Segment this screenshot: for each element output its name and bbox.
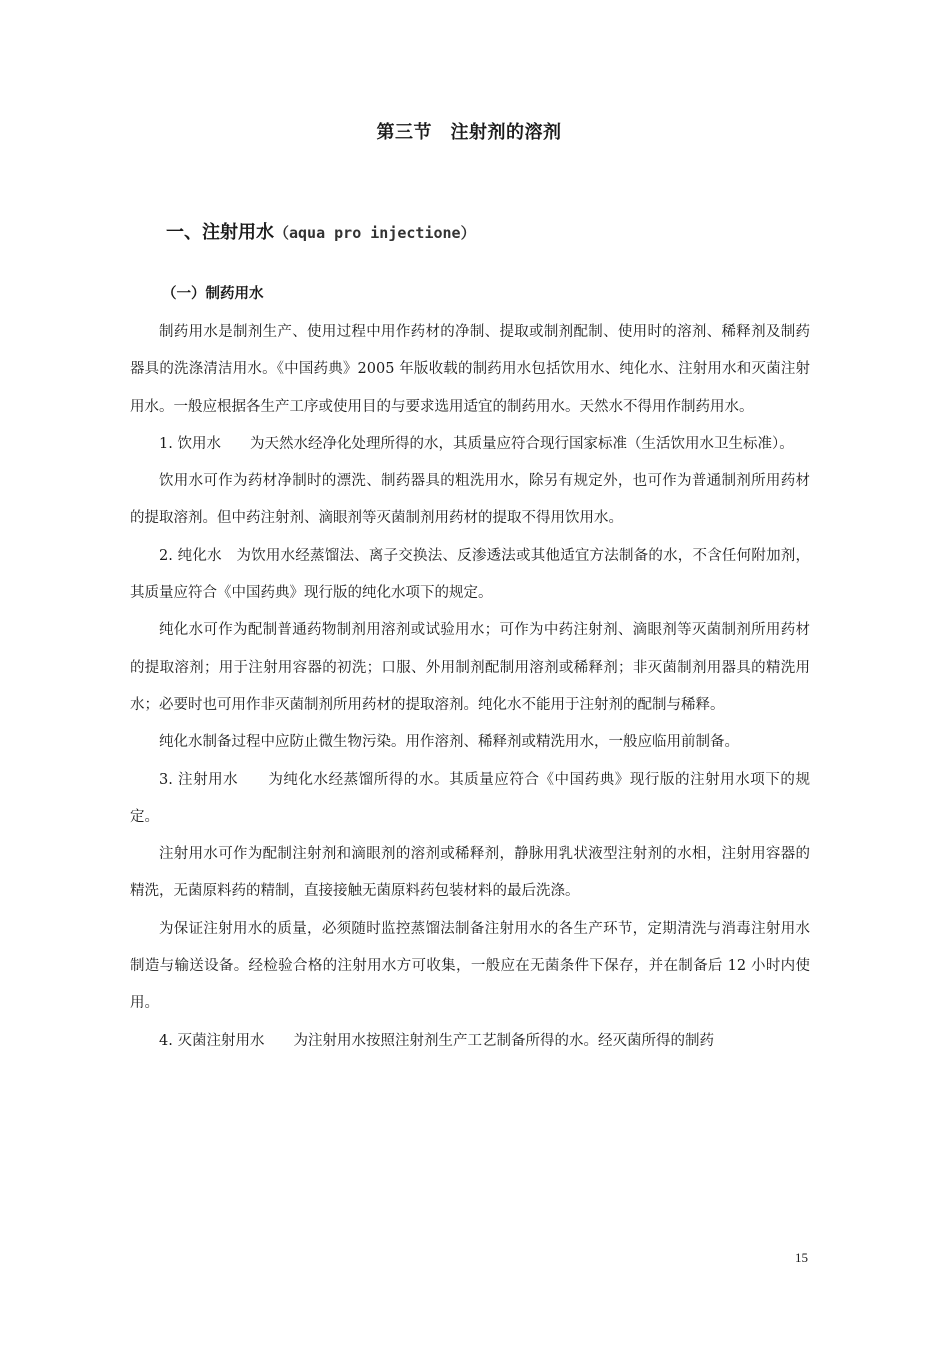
paragraph: 2. 纯化水 为饮用水经蒸馏法、离子交换法、反渗透法或其他适宜方法制备的水，不含任何附加剂，其质量应符合《中国药典》现行版的纯化水项下的规定。 [130, 547, 810, 602]
heading-injection-water [166, 218, 476, 244]
body-text [130, 314, 810, 1060]
subheading-pharmaceutical-water: （一）制药用水 [162, 286, 264, 302]
section-title: 第三节 注射剂的溶剂 [376, 122, 562, 143]
paragraph: 注射用水可作为配制注射剂和滴眼剂的溶剂或稀释剂，静脉用乳状液型注射剂的水相，注射用容器的精洗，无菌原料药的精制，直接接触无菌原料药包装材料的最后洗涤。 [130, 846, 810, 900]
paragraph: 饮用水可作为药材净制时的漂洗、制药器具的粗洗用水，除另有规定外，也可作为普通制剂所用药材的提取溶剂。但中药注射剂、滴眼剂等灭菌制剂用药材的提取不得用饮用水。 [130, 473, 810, 527]
heading-latin-name: （aqua pro injectione） [274, 224, 476, 242]
paragraph: 纯化水可作为配制普通药物制剂用溶剂或试验用水；可作为中药注射剂、滴眼剂等灭菌制剂所用药材的提取溶剂；用于注射用容器的初洗；口服、外用制剂配制用溶剂或稀释剂；非灭菌制剂用器具的精洗用水；必要时也可用作非灭菌制剂所用药材的提取溶剂。纯化水不能用于注射剂的配制与稀释。 [130, 622, 810, 713]
page-number: 15 [795, 1250, 808, 1265]
paragraph: 4. 灭菌注射用水 为注射用水按照注射剂生产工艺制备所得的水。经灭菌所得的制药 [159, 1032, 714, 1049]
paragraph: 1. 饮用水 为天然水经净化处理所得的水，其质量应符合现行国家标准（生活饮用水卫生标准）。 [159, 435, 794, 452]
paragraph: 3. 注射用水 为纯化水经蒸馏所得的水。其质量应符合《中国药典》现行版的注射用水项下的规定。 [130, 771, 810, 825]
paragraph: 制药用水是制剂生产、使用过程中用作药材的净制、提取或制剂配制、使用时的溶剂、稀释剂及制药器具的洗涤清洁用水。《中国药典》2005 年版收载的制药用水包括饮用水、纯化水、注射用水和灭菌注射用水。一般应根据各生产工序或使用目的与要求选用适宜的制药用水。天然水不得用作制药用水。 [130, 324, 810, 415]
paragraph: 为保证注射用水的质量，必须随时监控蒸馏法制备注射用水的各生产环节，定期清洗与消毒注射用水制造与输送设备。经检验合格的注射用水方可收集，一般应在无菌条件下保存，并在制备后 12 小时内使用。 [130, 920, 810, 1012]
paragraph: 纯化水制备过程中应防止微生物污染。用作溶剂、稀释剂或精洗用水，一般应临用前制备。 [159, 734, 739, 751]
heading-label: 一、注射用水 [166, 222, 274, 243]
